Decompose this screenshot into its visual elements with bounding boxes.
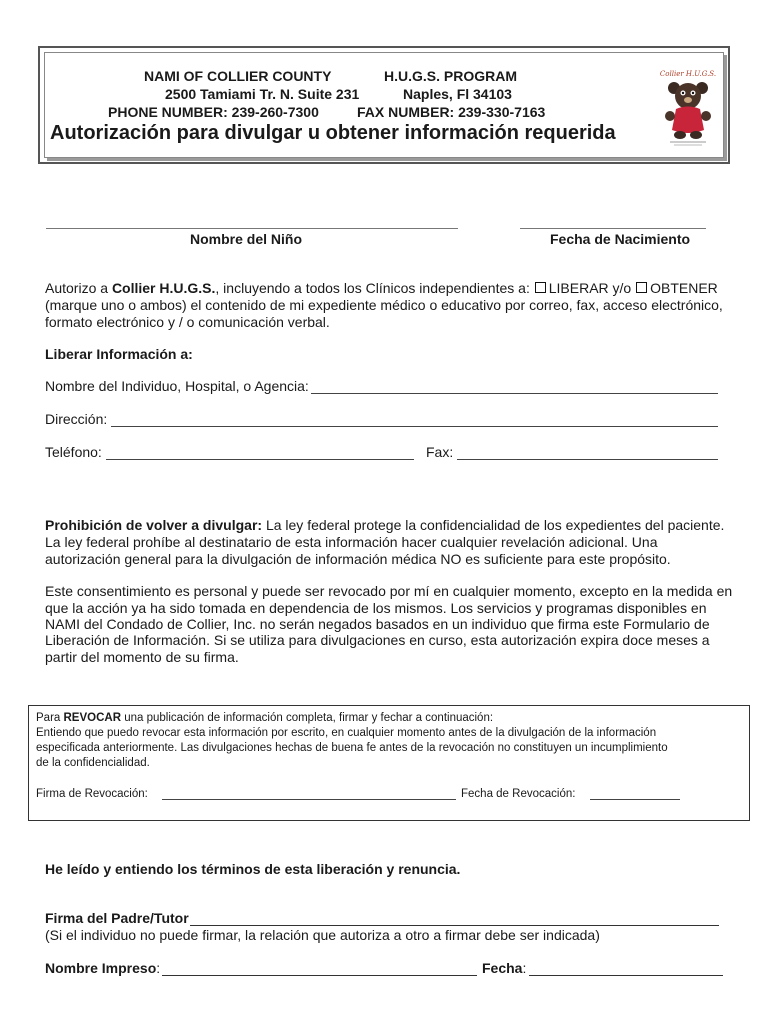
revoke-signature-field[interactable]: [162, 787, 456, 800]
prohibition-line-2: La ley federal prohíbe al destinatario de esta información hacer cualquier revelación adicional. Una: [45, 534, 658, 550]
child-dob-label: Fecha de Nacimiento: [550, 231, 691, 247]
consent-line-5: partir del momento de su firma.: [45, 649, 239, 665]
program-name: H.U.G.S. PROGRAM: [384, 68, 518, 84]
prohibition-line-3: autorización general para la divulgación de información médica NO es suficiente para este propósito.: [45, 551, 671, 567]
printed-name-field[interactable]: [162, 960, 477, 976]
parent-signature-field[interactable]: [190, 910, 719, 926]
hugs-logo: [656, 64, 720, 148]
address-line: 2500 Tamiami Tr. N. Suite 231: [165, 86, 360, 102]
parent-signature-label: Firma del Padre/Tutor: [45, 910, 189, 926]
revoke-keyword: REVOCAR: [63, 712, 122, 724]
revoke-pre: Para: [36, 712, 64, 724]
printed-name-row: Nombre Impreso:: [45, 960, 161, 976]
recipient-address-field[interactable]: [111, 411, 718, 427]
revoke-line-1: [36, 711, 493, 726]
child-dob-line[interactable]: [520, 216, 706, 229]
revoke-line-3: especificada anteriormente. Las divulgaciones hechas de buena fe antes de la revocación no constituyen un incumplimiento: [36, 742, 668, 754]
revoke-rest: una publicación de información completa, firmar y fechar a continuación:: [121, 712, 494, 724]
recipient-address-label: Dirección:: [45, 411, 108, 427]
authorize-line-3: formato electrónico y / o comunicación verbal.: [45, 314, 330, 330]
revoke-signature-label: Firma de Revocación:: [36, 788, 148, 800]
footer-date-label: Fecha: [482, 960, 523, 976]
obtain-option-label: OBTENER: [650, 280, 718, 296]
prohibition-line-1: [45, 517, 724, 534]
revoke-date-field[interactable]: [590, 787, 680, 800]
authorize-org: Collier H.U.G.S.: [111, 280, 216, 296]
org-name: NAMI OF COLLIER COUNTY: [144, 68, 332, 84]
revoke-line-2: Entiendo que puedo revocar esta información por escrito, en cualquier momento antes de la divulgación de la información: [36, 727, 657, 739]
parent-signature-note: (Si el individuo no puede firmar, la relación que autoriza a otro a firmar debe ser indicada): [45, 927, 600, 943]
release-to-heading: Liberar Información a:: [45, 346, 193, 362]
release-checkbox[interactable]: [535, 282, 546, 293]
child-name-label: Nombre del Niño: [190, 231, 303, 247]
revoke-date-label: Fecha de Revocación:: [461, 788, 576, 800]
recipient-phone-field[interactable]: [106, 444, 414, 460]
recipient-fax-label: Fax:: [426, 444, 454, 460]
teddy-bear-icon: [656, 64, 720, 148]
child-name-line[interactable]: [46, 216, 458, 229]
authorize-line-1: [45, 280, 718, 297]
prohibition-heading: Prohibición de volver a divulgar:: [45, 517, 263, 533]
release-option-label: LIBERAR y/o: [548, 280, 636, 296]
phone-number: PHONE NUMBER: 239-260-7300: [108, 104, 319, 120]
obtain-checkbox[interactable]: [636, 282, 647, 293]
consent-line-1: Este consentimiento es personal y puede ser revocado por mí en cualquier momento, excepto en la medida en: [45, 583, 733, 599]
recipient-phone-label: Teléfono:: [45, 444, 102, 460]
recipient-name-field[interactable]: [311, 378, 718, 394]
printed-name-label: Nombre Impreso: [45, 960, 157, 976]
authorize-line-2: (marque uno o ambos) el contenido de mi expediente médico o educativo por correo, fax, acceso electrónico,: [45, 297, 723, 313]
consent-line-2: que la acción ya ha sido tomada en dependencia de los mismos. Los servicios y programas disponibles en: [45, 600, 707, 616]
recipient-name-label: Nombre del Individuo, Hospital, o Agencia:: [45, 378, 309, 394]
document-title: Autorización para divulgar u obtener información requerida: [50, 122, 616, 144]
consent-line-3: NAMI del Condado de Collier, Inc. no serán negados basados en un individuo que firma este Formulario de: [45, 616, 710, 632]
read-statement: He leído y entiendo los términos de esta liberación y renuncia.: [45, 861, 461, 877]
revoke-line-4: de la confidencialidad.: [36, 757, 150, 769]
footer-date-row: Fecha:: [482, 960, 527, 976]
consent-line-4: Liberación de Información. Si se utiliza para divulgaciones en curso, esta autorización expira doce meses a: [45, 632, 710, 648]
logo-text: Collier H.U.G.S.: [659, 70, 717, 78]
recipient-fax-field[interactable]: [457, 444, 718, 460]
authorize-mid: , incluyendo a todos los Clínicos independientes a:: [215, 280, 534, 296]
prohibition-line-1-text: La ley federal protege la confidencialidad de los expedientes del paciente.: [262, 517, 725, 533]
fax-number: FAX NUMBER: 239-330-7163: [357, 104, 546, 120]
footer-date-field[interactable]: [529, 960, 723, 976]
authorize-pre: Autorizo a: [45, 280, 112, 296]
city-line: Naples, Fl 34103: [403, 86, 512, 102]
